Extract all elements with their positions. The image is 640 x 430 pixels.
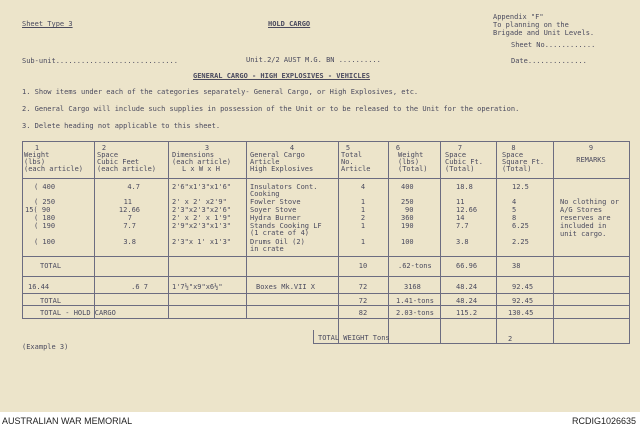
col-3-line-1: Dimensions [172, 151, 215, 159]
sheet-number: Sheet No............ [511, 41, 596, 49]
col-8-line-1: Space [502, 151, 524, 159]
remarks-line-2: A/G Stores [560, 206, 603, 214]
col-2-line-1: Space [97, 151, 119, 159]
col-border-5 [388, 141, 389, 343]
row-divider-3 [22, 293, 630, 294]
col-border-9 [629, 141, 630, 343]
row-divider-2 [22, 276, 630, 277]
total-weight-label: TOTAL WEIGHT Tons [318, 334, 390, 342]
instruction-3: 3. Delete heading not applicable to this sheet. [22, 122, 221, 130]
col-4-line-1: General Cargo [250, 151, 305, 159]
sheet-type: Sheet Type 3 [22, 20, 73, 28]
col-4-line-3: High Explosives [250, 165, 314, 173]
col-9-line-1: REMARKS [576, 156, 606, 164]
example-label: (Example 3) [22, 343, 69, 351]
archive-name: AUSTRALIAN WAR MEMORIAL [2, 416, 133, 426]
col-border-8 [553, 141, 554, 343]
col-border-2 [168, 141, 169, 318]
header-bottom-border [22, 178, 630, 179]
total-weight-bottom [313, 343, 630, 344]
col-6-number: 6 [395, 144, 401, 152]
col-border-3 [246, 141, 247, 318]
col-1-line-1: Weight [24, 151, 50, 159]
col-5-number: 5 [345, 144, 351, 152]
remarks-line-1: No clothing or [560, 198, 620, 206]
col-8-number: 8 [511, 144, 516, 152]
archive-footer [0, 412, 640, 430]
col-7-line-3: (Total) [445, 165, 475, 173]
col-border-0 [22, 141, 23, 318]
sheet-title: HOLD CARGO [268, 20, 311, 28]
col-1-number: 1 [34, 144, 40, 152]
appendix-line-3: Brigade and Unit Levels. [493, 29, 595, 37]
col-border-7 [496, 141, 497, 343]
col-5-line-1: Total [341, 151, 363, 159]
col-9-number: 9 [588, 144, 594, 152]
col-border-1 [94, 141, 95, 318]
col-2-number: 2 [101, 144, 107, 152]
table-bottom-border [22, 318, 630, 319]
col-4-line-2: Article [250, 158, 280, 166]
col-5-line-3: Article [341, 165, 371, 173]
col-8-line-2: Square Ft. [502, 158, 545, 166]
col-5-line-2: No. [341, 158, 354, 166]
unit-field: Unit.2/2 AUST M.G. BN .......... [246, 56, 381, 64]
table-top-border [22, 141, 630, 142]
instruction-2: 2. General Cargo will include such supplies in possession of the Unit or to be released to the Unit for the operation. [22, 105, 520, 113]
remarks-line-5: unit cargo. [560, 230, 607, 238]
row-divider-4 [22, 305, 630, 306]
appendix-label: Appendix "F" [493, 13, 544, 21]
col-7-number: 7 [457, 144, 463, 152]
col-6-line-1: Weight [398, 151, 424, 159]
col-3-number: 3 [204, 144, 210, 152]
col-6-line-3: (Total) [398, 165, 428, 173]
col-2-line-3: (each article) [97, 165, 157, 173]
col-7-line-2: Cubic Ft. [445, 158, 483, 166]
total-weight-value: 2 [508, 335, 513, 343]
date-field: Date.............. [511, 57, 587, 65]
instruction-1: 1. Show items under each of the categories separately- General Cargo, or High Explosives, etc. [22, 88, 419, 96]
col-1-line-3: (each article) [24, 165, 84, 173]
col-7-line-1: Space [445, 151, 467, 159]
row-divider-1 [22, 256, 630, 257]
col-border-6 [440, 141, 441, 343]
col-3-line-3: L x W x H [182, 165, 220, 173]
col-8-line-3: (Total) [502, 165, 532, 173]
cargo-sheet: Sheet Type 3 HOLD CARGO Appendix "F" To planning on the Brigade and Unit Levels. Sheet No............ Sub-unit............................. Unit.2/2 AUST M.G. BN .......... Date.............. GENERAL CARGO - HIGH EXPLOSIVES - VEHICLES 1. Show items under each of the categories separately- General Cargo, or High Explosives, etc. 2. General Cargo will include such supplies in possession of the Unit or to be released to the Unit for the operation. 3. Delete heading not applicable to this sheet. 1 Weight (lbs) (each article) 2 Space Cubic Feet (each article) 3 Dimensions (each article) L x W x H 4 General Cargo Article High Explosives 5 Total No. Article 6 Weight (lbs) (Total) 7 Space Cubic Ft. (Total) 8 Space Square Ft. (Total) 9 REMARKS ( 400 4.7 2'6"x1'3"x1'6" Insulators Cont. 4 400 18.8 12.5 Cooking ( 250 11 2' x 2' x2'9" Fowler Stove 1 250 11 4 15( 90 12.66 2'3"x2'3"x2'6" Soyer Stove 1 90 12.66 5 ( 180 7 2' x 2' x 1'9" Hydra Burner 2 360 14 8 ( 190 7.7 2'9"x2'3"x1'3" Stands Cooking LF 1 190 7.7 6.25 (1 crate of 4) ( 100 3.8 2'3"x 1' x1'3" Drums Oil (2) 1 100 3.8 2.25 in crate No clothing or A/G Stores reserves are included in unit cargo. TOTAL 10 .62-tons 66.96 38 16.44 .6 7 1'7½"x9"x6½" Boxes Mk.VII X 72 3168 48.24 92.45 TOTAL 72 1.41-tons 48.24 92.45 TOTAL - HOLD CARGO 82 2.03-tons 115.2 130.45 TOTAL WEIGHT Tons 2 (Example 3) [0, 0, 640, 412]
col-2-line-2: Cubic Feet [97, 158, 140, 166]
appendix-line-2: To planning on the [493, 21, 569, 29]
cargo-subtitle: GENERAL CARGO - HIGH EXPLOSIVES - VEHICLES [193, 72, 371, 80]
col-1-line-2: (lbs) [24, 158, 46, 166]
archive-id: RCDIG1026635 [571, 416, 636, 426]
sub-unit-field: Sub-unit............................. [22, 57, 178, 65]
remarks-line-3: reserves are [560, 214, 611, 222]
col-4-number: 4 [289, 144, 295, 152]
col-6-line-2: (lbs) [398, 158, 420, 166]
col-3-line-2: (each article) [172, 158, 232, 166]
total-weight-left [313, 330, 314, 344]
remarks-line-4: included in [560, 222, 607, 230]
